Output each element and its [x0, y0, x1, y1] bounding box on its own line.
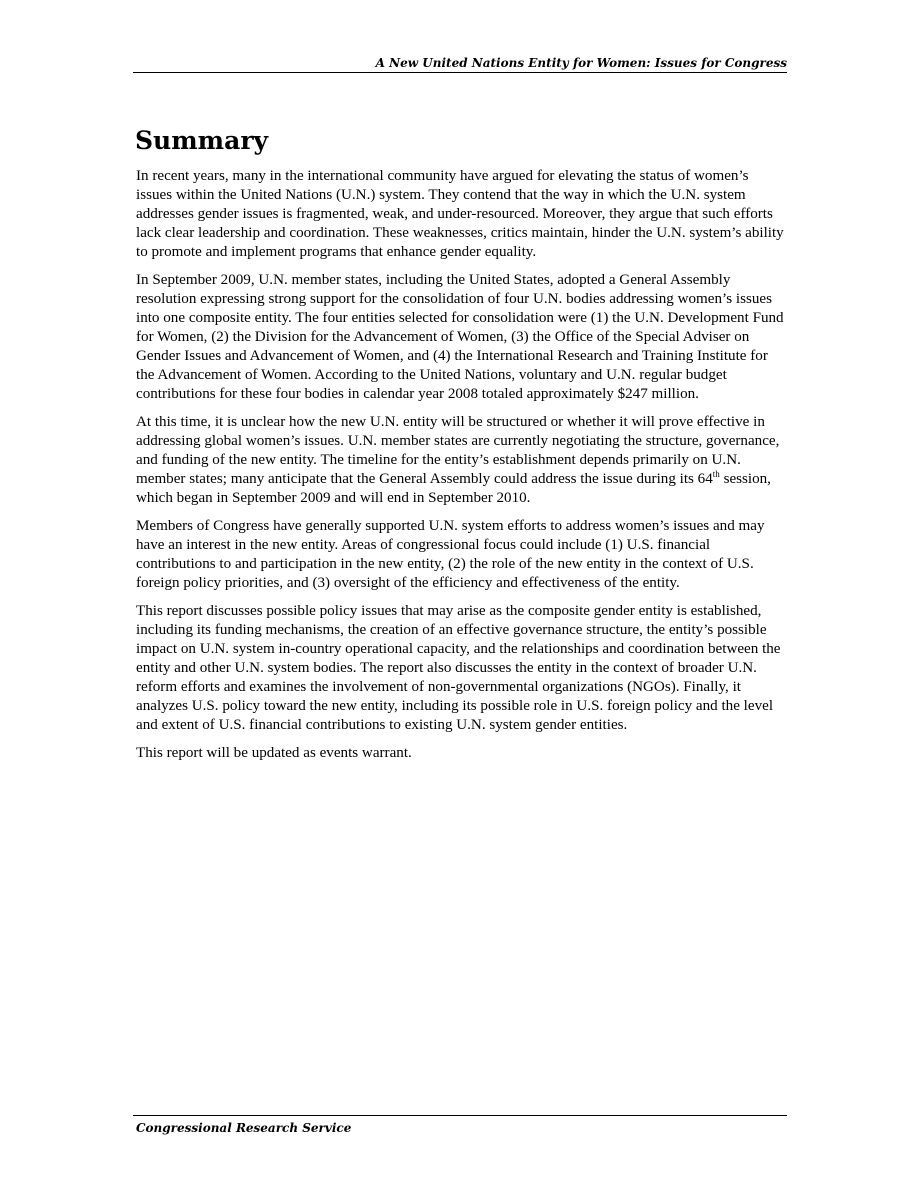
paragraph-3-text-before: At this time, it is unclear how the new U.N. entity will be structured or whether it will prove effective in addressing global women’s issues. U.N. member states are currently negotiating the structure, governance, and funding of the new entity. The timeline for the entity’s establishment depends primarily on U.N. member states; many anticipate that the General Assembly could address the issue during its 64: [136, 414, 780, 487]
page-title: Summary: [135, 126, 269, 155]
summary-paragraph-1: In recent years, many in the international community have argued for elevating the status of women’s issues within the United Nations (U.N.) system. They contend that the way in which the U.N. system addresses gender issues is fragmented, weak, and under-resourced. Moreover, they argue that such efforts lack clear leadership and coordination. These weaknesses, critics maintain, hinder the U.N. system’s ability to promote and implement programs that enhance gender equality.: [136, 168, 784, 260]
summary-paragraph-2: In September 2009, U.N. member states, including the United States, adopted a General Assembly resolution expressing strong support for the consolidation of four U.N. bodies addressing women’s issues into one composite entity. The four entities selected for consolidation were (1) the U.N. Development Fund for Women, (2) the Division for the Advancement of Women, (3) the Office of the Special Adviser on Gender Issues and Advancement of Women, and (4) the International Research and Training Institute for the Advancement of Women. According to the United Nations, voluntary and U.N. regular budget contributions for these four bodies in calendar year 2008 totaled approximately $247 million.: [136, 272, 784, 402]
paragraph-3-text-after: session, which began in September 2009 and will end in September 2010.: [136, 471, 771, 506]
running-footer: Congressional Research Service: [136, 1121, 352, 1135]
ordinal-suffix: th: [712, 468, 720, 479]
summary-paragraph-5: This report discusses possible policy issues that may arise as the composite gender entity is established, including its funding mechanisms, the creation of an effective governance structure, the entity’s possible impact on U.N. system in-country operational capacity, and the relationships and coordination between the entity and other U.N. system bodies. The report also discusses the entity in the context of broader U.N. reform efforts and examines the involvement of non-governmental organizations (NGOs). Finally, it analyzes U.S. policy toward the new entity, including its possible role in U.S. foreign policy and the level and extent of U.S. financial contributions to existing U.N. system gender entities.: [136, 603, 781, 733]
summary-paragraph-6: This report will be updated as events warrant.: [136, 745, 412, 761]
header-rule: [133, 72, 787, 73]
footer-rule: [133, 1115, 787, 1116]
summary-paragraph-3: [136, 413, 786, 508]
running-header: A New United Nations Entity for Women: Issues for Congress: [375, 56, 787, 70]
summary-paragraph-4: Members of Congress have generally supported U.N. system efforts to address women’s issues and may have an interest in the new entity. Areas of congressional focus could include (1) U.S. financial contributions to and participation in the new entity, (2) the role of the new entity in the context of U.S. foreign policy priorities, and (3) oversight of the efficiency and effectiveness of the entity.: [136, 518, 765, 591]
summary-body: [136, 167, 786, 772]
